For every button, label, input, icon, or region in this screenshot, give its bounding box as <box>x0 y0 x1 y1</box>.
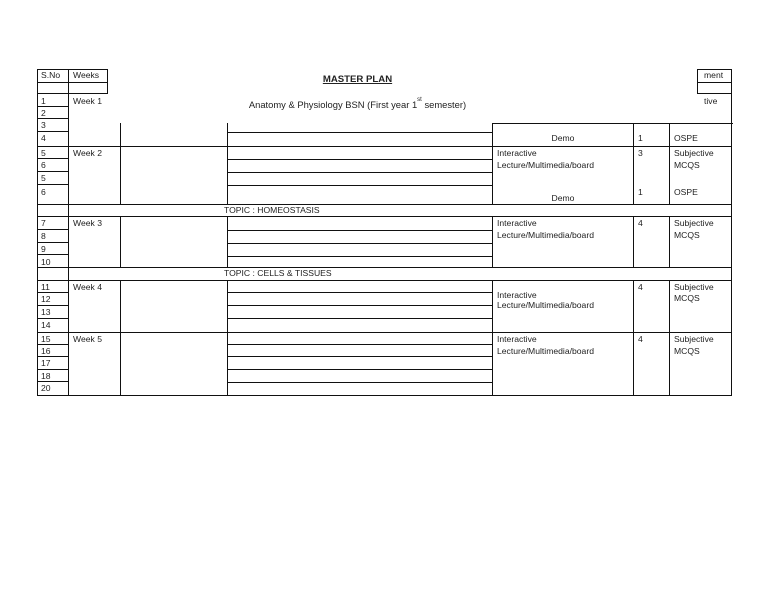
row1-assessment-fragment: tive <box>704 96 718 106</box>
rule <box>120 280 121 396</box>
week-label: Week 2 <box>73 148 102 158</box>
sno-cell: 18 <box>41 371 51 381</box>
assessment-subjective: Subjective <box>674 218 714 228</box>
rule <box>68 123 69 124</box>
method-interactive: Interactive <box>497 148 537 158</box>
sno-cell: 20 <box>41 383 51 393</box>
rule <box>37 280 732 281</box>
rule <box>227 369 493 370</box>
rule <box>227 159 493 160</box>
assessment-mcqs: MCQS <box>674 293 700 303</box>
rule <box>37 216 732 217</box>
rule <box>37 395 732 396</box>
rule <box>37 146 732 147</box>
rule <box>669 123 670 205</box>
method-lecture: Lecture/Multimedia/board <box>497 300 594 310</box>
rule <box>227 185 493 186</box>
rule <box>227 256 493 257</box>
rule <box>697 69 698 94</box>
hours-cell: 1 <box>638 133 643 143</box>
hours-cell: 3 <box>638 148 643 158</box>
hours-cell: 4 <box>638 218 643 228</box>
assessment-mcqs: MCQS <box>674 160 700 170</box>
rule <box>697 82 732 83</box>
rule <box>37 229 69 230</box>
hours-cell: 4 <box>638 282 643 292</box>
sno-cell: 12 <box>41 294 51 304</box>
assessment-header-fragment: ment <box>704 70 724 80</box>
rule <box>227 292 493 293</box>
assessment-mcqs: MCQS <box>674 346 700 356</box>
method-lecture: Lecture/Multimedia/board <box>497 230 594 240</box>
method-interactive: Interactive <box>497 218 537 228</box>
hours-cell: 4 <box>638 334 643 344</box>
week-label: Week 5 <box>73 334 102 344</box>
method-lecture: Lecture/Multimedia/board <box>497 346 594 356</box>
rule <box>669 216 670 268</box>
sno-cell: 5 <box>41 148 46 158</box>
rule <box>37 318 69 319</box>
topic-cells-tissues: TOPIC : CELLS & TISSUES <box>224 268 332 278</box>
hours-cell: 1 <box>638 187 643 197</box>
rule <box>227 280 228 396</box>
rule <box>227 172 493 173</box>
method-interactive: Interactive <box>497 334 537 344</box>
rule <box>37 204 732 205</box>
assessment-subjective: Subjective <box>674 282 714 292</box>
sno-cell: 14 <box>41 320 51 330</box>
rule <box>37 82 108 83</box>
method-demo: Demo <box>551 133 575 143</box>
rule <box>227 344 493 345</box>
document-title: MASTER PLAN <box>322 74 393 85</box>
document-subtitle <box>200 99 515 110</box>
assessment-ospe: OSPE <box>674 187 698 197</box>
rule <box>37 305 69 306</box>
rule <box>633 123 634 205</box>
rule <box>37 332 732 333</box>
subtitle-main: Anatomy & Physiology BSN (First year 1 <box>248 99 418 110</box>
sno-cell: 15 <box>41 334 51 344</box>
week-label: Week 1 <box>73 96 102 106</box>
rule <box>633 280 634 396</box>
week-label: Week 4 <box>73 282 102 292</box>
rule <box>492 123 733 124</box>
sno-cell: 6 <box>41 187 46 197</box>
rule <box>633 216 634 268</box>
sno-header: S.No <box>41 70 61 80</box>
rule <box>227 123 228 205</box>
rule <box>37 267 732 268</box>
subtitle-superscript: st <box>417 97 422 103</box>
rule <box>120 216 121 268</box>
week-label: Week 3 <box>73 218 102 228</box>
rule <box>227 216 228 268</box>
method-interactive: Interactive <box>497 290 537 300</box>
sno-cell: 10 <box>41 257 51 267</box>
rule <box>669 280 670 396</box>
rule <box>37 131 69 132</box>
rule <box>37 369 69 370</box>
rule <box>492 280 493 396</box>
assessment-subjective: Subjective <box>674 148 714 158</box>
sno-cell: 13 <box>41 307 51 317</box>
assessment-subjective: Subjective <box>674 334 714 344</box>
rule <box>227 230 493 231</box>
topic-homeostasis: TOPIC : HOMEOSTASIS <box>224 205 320 215</box>
rule <box>227 305 493 306</box>
method-lecture: Lecture/Multimedia/board <box>497 160 594 170</box>
rule <box>37 242 69 243</box>
rule <box>227 356 493 357</box>
rule <box>120 123 121 205</box>
rule <box>492 216 493 268</box>
rule <box>107 69 108 94</box>
method-demo: Demo <box>551 193 575 203</box>
sno-cell: 6 <box>41 160 46 170</box>
sno-cell: 1 <box>41 96 46 106</box>
sno-cell: 7 <box>41 218 46 228</box>
sno-cell: 3 <box>41 120 46 130</box>
sno-cell: 9 <box>41 244 46 254</box>
rule <box>37 171 69 172</box>
sno-cell: 11 <box>41 282 50 292</box>
rule <box>227 382 493 383</box>
rule <box>37 184 69 185</box>
subtitle-tail: semester) <box>421 99 467 110</box>
rule <box>697 93 732 94</box>
rule <box>227 243 493 244</box>
sno-cell: 17 <box>41 358 51 368</box>
rule <box>227 123 228 124</box>
sno-cell: 2 <box>41 108 46 118</box>
assessment-ospe: OSPE <box>674 133 698 143</box>
assessment-mcqs: MCQS <box>674 230 700 240</box>
sno-cell: 5 <box>41 173 46 183</box>
sno-cell: 4 <box>41 133 46 143</box>
rule <box>120 123 121 124</box>
rule <box>227 132 493 133</box>
rule <box>731 69 732 396</box>
rule <box>37 93 108 94</box>
sno-cell: 16 <box>41 346 51 356</box>
rule <box>227 318 493 319</box>
weeks-header: Weeks <box>73 70 100 80</box>
sno-cell: 8 <box>41 231 46 241</box>
